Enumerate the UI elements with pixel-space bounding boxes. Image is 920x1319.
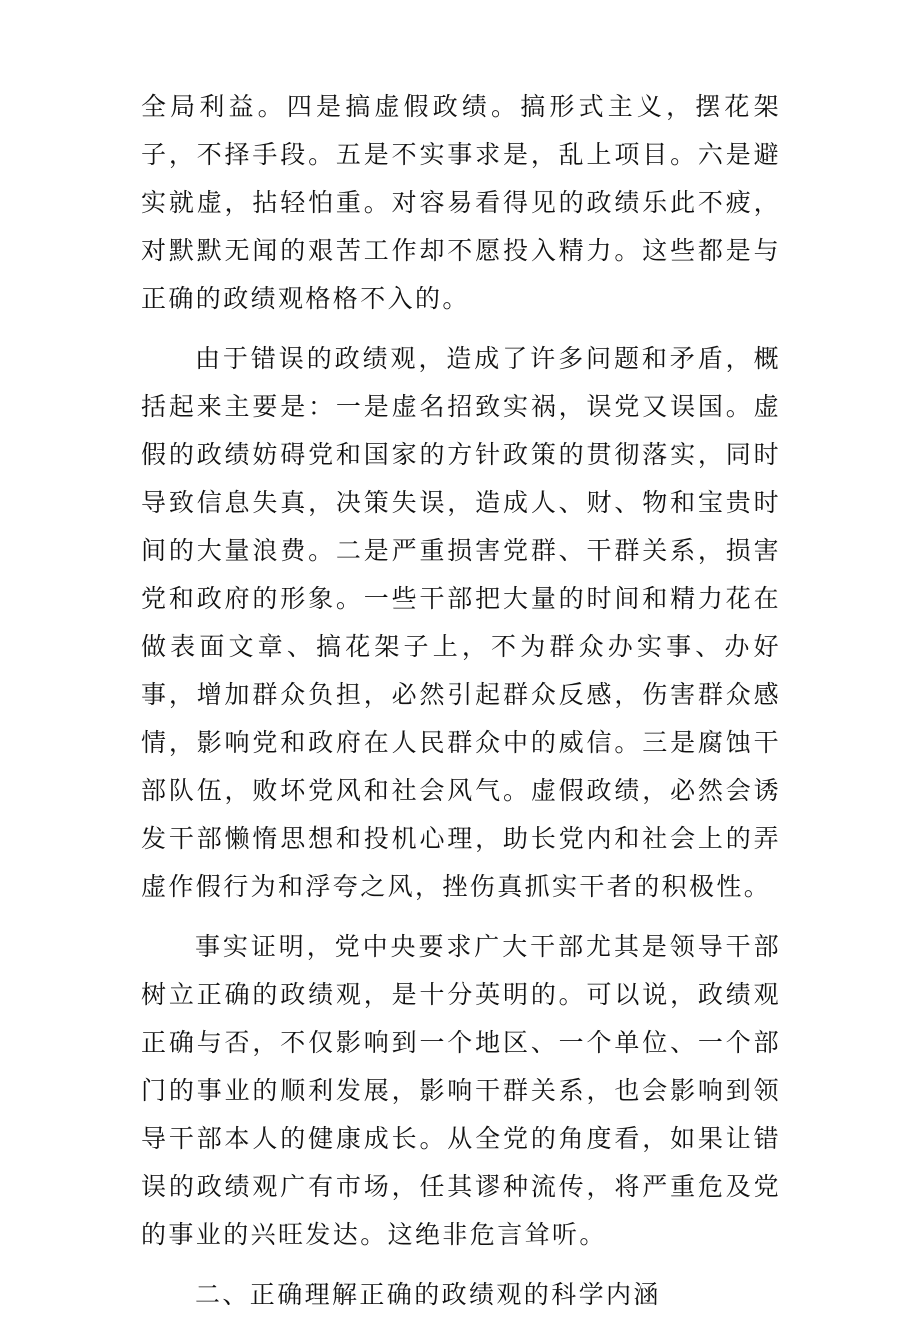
paragraph-conclusion: 事实证明，党中央要求广大干部尤其是领导干部树立正确的政绩观，是十分英明的。可以说，政绩观正确与否，不仅影响到一个地区、一个单位、一个部门的事业的顺利发展，影响干群关系，也会影响到领导干部本人的健康成长。从全党的角度看，如果让错误的政绩观广有市场，任其谬种流传，将严重危及党的事业的兴旺发达。这绝非危言耸听。 [141, 932, 781, 1249]
paragraph-continuation: 全局利益。四是搞虚假政绩。搞形式主义，摆花架子，不择手段。五是不实事求是，乱上项目。六是避实就虚，拈轻怕重。对容易看得见的政绩乐此不疲，对默默无闻的艰苦工作却不愿投入精力。这些都是与正确的政绩观格格不入的。 [141, 92, 781, 313]
section-heading: 二、正确理解正确的政绩观的科学内涵 [195, 1280, 661, 1309]
paragraph-consequences: 由于错误的政绩观，造成了许多问题和矛盾，概括起来主要是：一是虚名招致实祸，误党又误国。虚假的政绩妨碍党和国家的方针政策的贯彻落实，同时导致信息失真，决策失误，造成人、财、物和宝贵时间的大量浪费。二是严重损害党群、干群关系，损害党和政府的形象。一些干部把大量的时间和精力花在做表面文章、搞花架子上，不为群众办实事、办好事，增加群众负担，必然引起群众反感，伤害群众感情，影响党和政府在人民群众中的威信。三是腐蚀干部队伍，败坏党风和社会风气。虚假政绩，必然会诱发干部懒惰思想和投机心理，助长党内和社会上的弄虚作假行为和浮夸之风，挫伤真抓实干者的积极性。 [141, 344, 781, 901]
document-page [141, 83, 781, 1319]
